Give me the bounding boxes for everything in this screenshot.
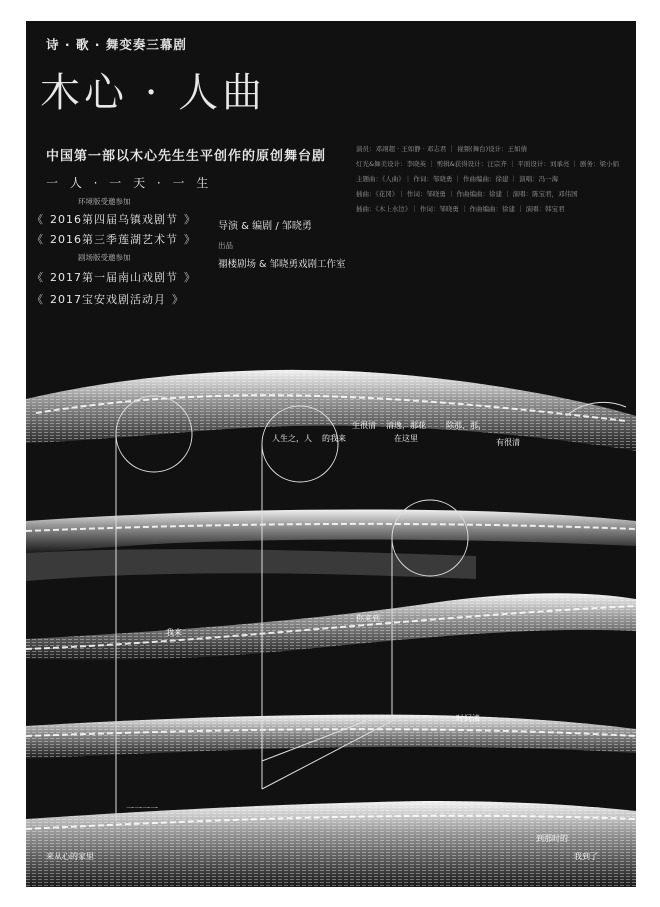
art-text: 你来到	[356, 614, 380, 623]
tagline: 中国第一部以木心先生生平创作的原创舞台剧	[46, 149, 327, 164]
credit-line: 主题曲：《人曲》｜ 作词：邹晓勇 ｜ 作曲编曲：徐建 ｜ 演唱：冯一海	[356, 175, 559, 183]
subtitle: 诗 · 歌 · 舞变奏三幕剧	[46, 37, 187, 52]
credit-line: 灯光&舞美设计：李晓英 ｜ 剪辑&获得设计：汪宗齐 ｜ 平面设计：刘承亮 ｜ 剧务：梁小娟	[356, 160, 620, 168]
landscape-band	[26, 801, 636, 887]
producer: 禤楼剧场 & 邹晓勇戏剧工作室	[218, 259, 346, 270]
producer-label: 出品	[218, 241, 233, 250]
art-text: 有很清	[496, 438, 520, 447]
festival-item: 《 2017宝安戏剧活动月 》	[32, 293, 184, 306]
festival-item: 《 2016第三季莲湖艺术节 》	[32, 233, 196, 246]
art-text: 来从心的家里	[46, 852, 94, 861]
life-line: 一 人 · 一 天 · 一 生	[46, 176, 213, 190]
art-text: 一一一一	[126, 804, 158, 813]
landscape-band	[26, 549, 476, 581]
poster	[26, 21, 636, 887]
credit-line: 插曲：《木上水边》｜ 作词：邹晓勇 ｜ 作曲编曲：徐建 ｜ 演唱：韩宝君	[356, 205, 565, 213]
art-text: 我来	[166, 628, 182, 637]
art-text: 除那，那，	[446, 421, 486, 430]
art-text: 到那时的	[536, 834, 568, 843]
festival-item: 《 2017第一届南山戏剧节 》	[32, 271, 196, 284]
art-text: 时间清	[456, 714, 480, 723]
art-text: 在这里	[394, 434, 418, 443]
credit-line: 插曲：《花冈》｜ 作词：邹晓勇 ｜ 作曲编曲：徐建 ｜ 演唱：陈宝君，邓伟国	[356, 190, 578, 198]
art-text: 的我来	[322, 434, 346, 443]
credit-line: 演员：邓翊超 · 王如静 · 邓志君 ｜ 视频(舞台)设计：王如倩	[356, 145, 528, 153]
art-text: 人生之，人	[272, 434, 312, 443]
art-text: 我到了	[574, 852, 598, 861]
art-text: 清逸，那花	[386, 421, 426, 430]
landscape-band	[26, 715, 636, 759]
landscape-band	[26, 509, 636, 553]
art-text: 生很清	[352, 421, 376, 430]
landscape-artwork	[26, 341, 636, 887]
director-credit: 导演 & 编剧 / 邹晓勇	[218, 221, 312, 232]
section1-label: 环境版受邀参加	[78, 197, 131, 206]
festival-item: 《 2016第四届乌镇戏剧节 》	[32, 213, 196, 226]
section2-label: 剧场版受邀参加	[78, 253, 131, 262]
landscape-band	[26, 593, 636, 660]
poster-title: 木心 · 人曲	[40, 70, 267, 116]
